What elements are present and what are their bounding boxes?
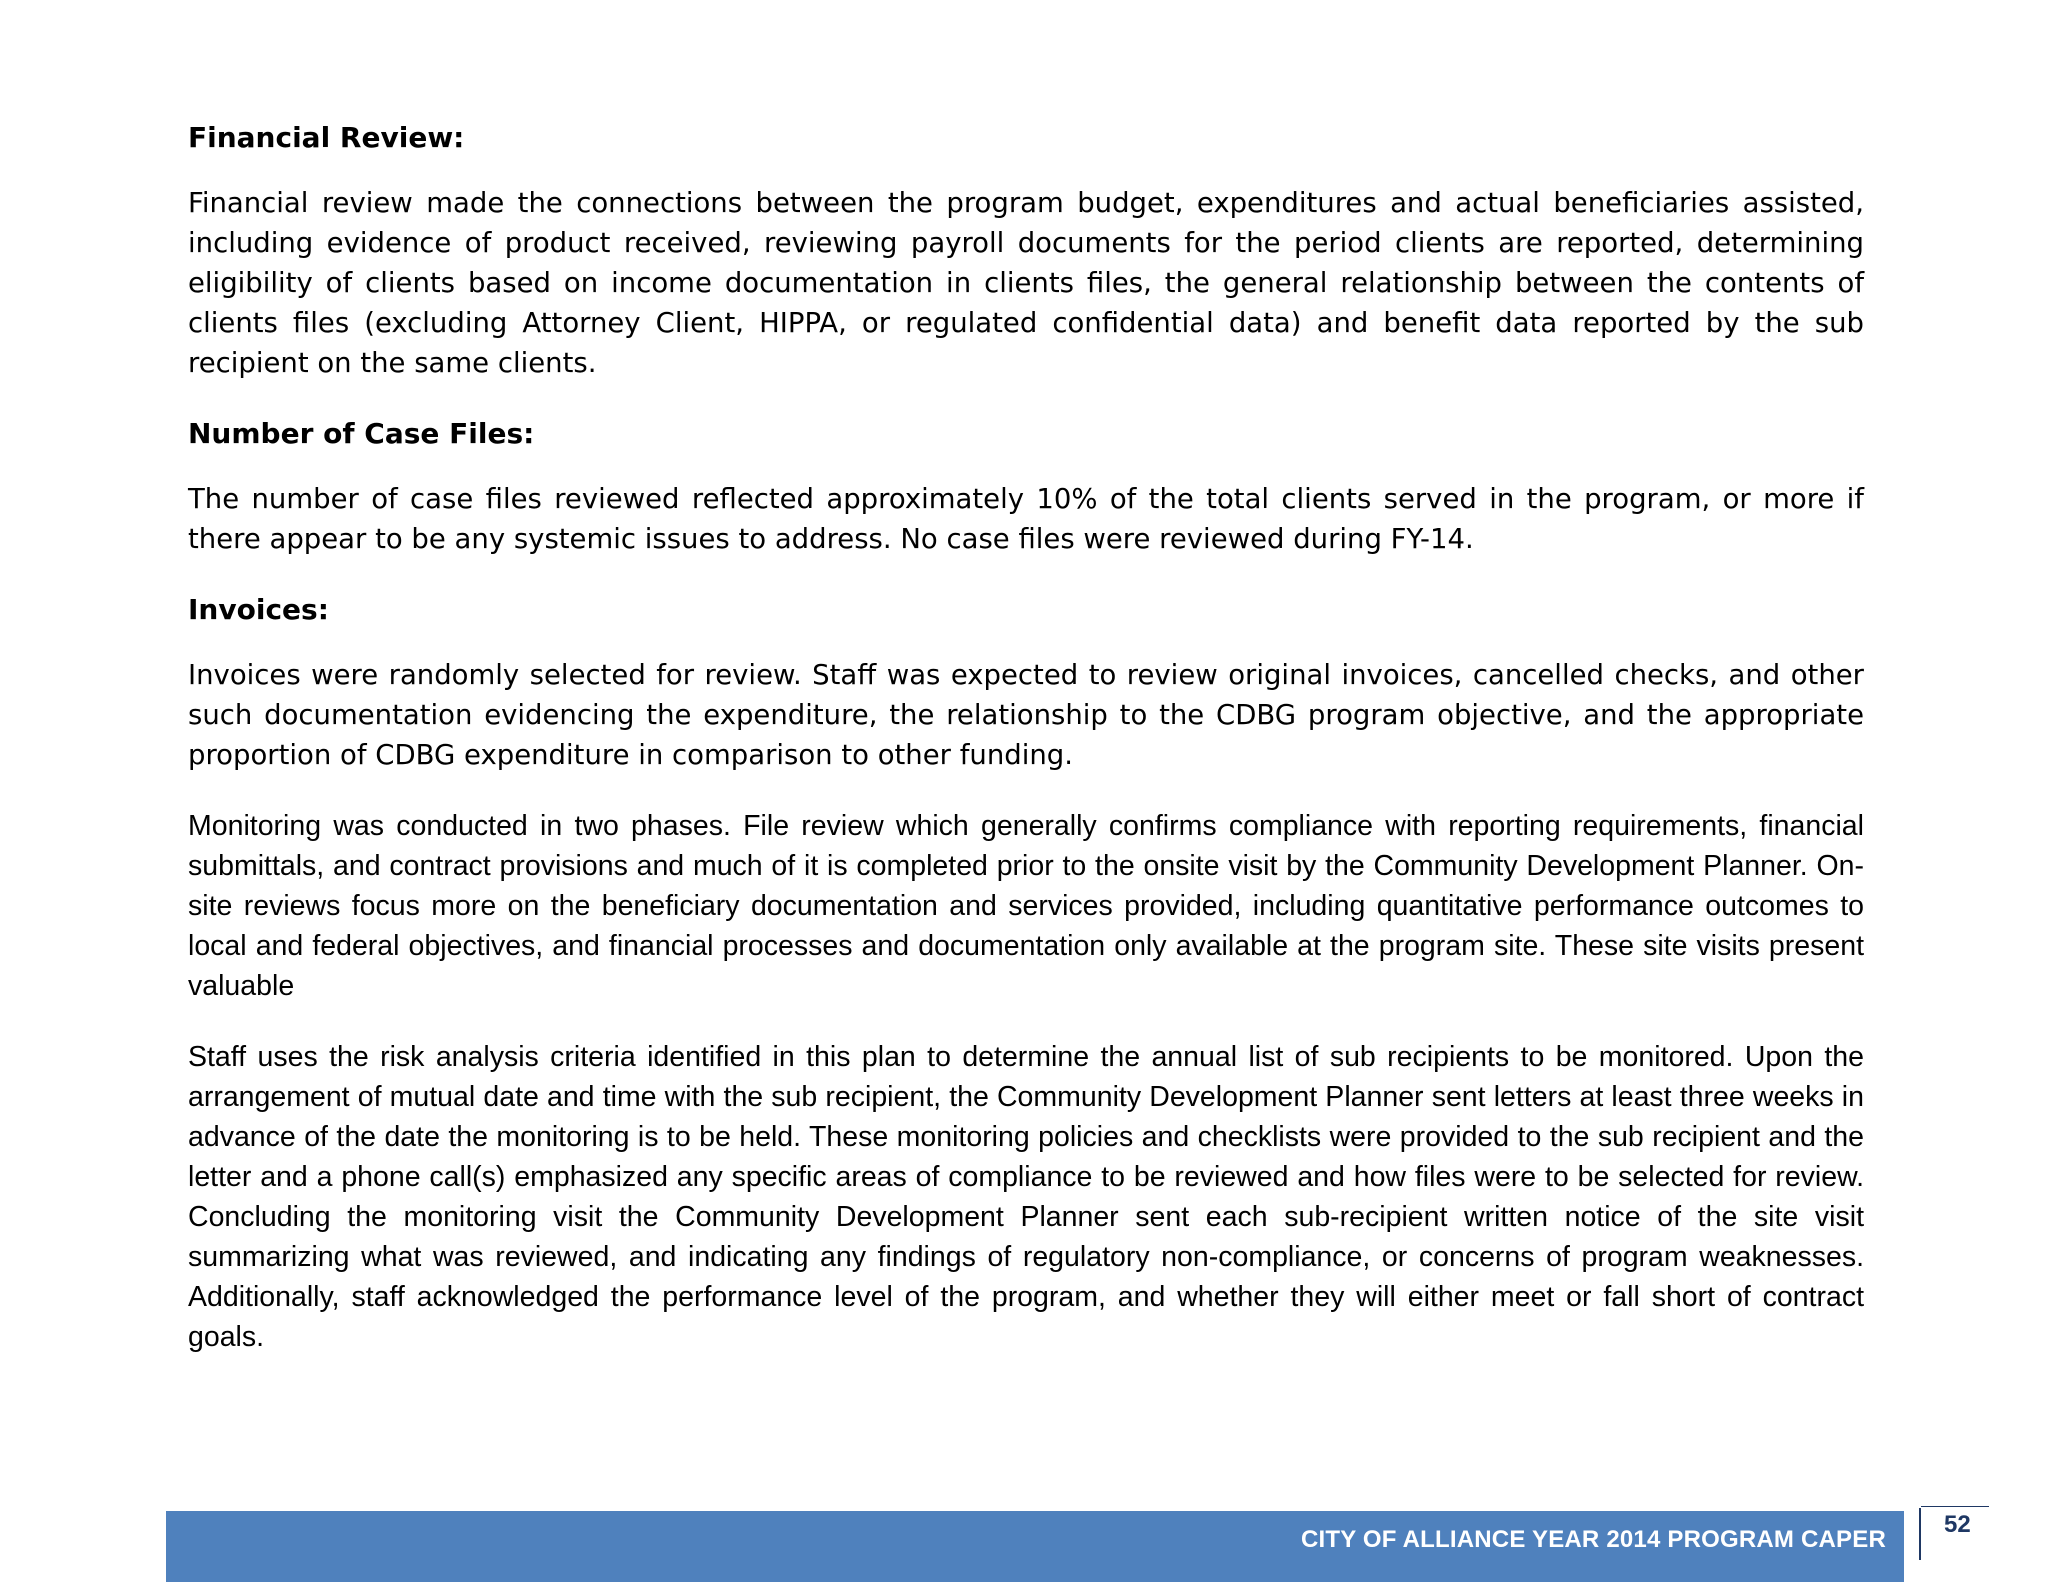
staff-paragraph: Staff uses the risk analysis criteria identified in this plan to determine the annual list of sub recipients to be monitored. Upon the arrangement of mutual date and time with the sub recipient, the Community Development Planner sent letters at least three weeks in advance of the date the monitoring is to be held. These monitoring policies and checklists were provided to the sub recipient and the letter and a phone call(s) emphasized any specific areas of compliance to be reviewed and how files were to be selected for review. Concluding the monitoring visit the Community Development Planner sent each sub-recipient written notice of the site visit summarizing what was reviewed, and indicating any findings of regulatory non-compliance, or concerns of program weaknesses. Additionally, staff acknowledged the performance level of the program, and whether they will either meet or fall short of contract goals. [188, 1041, 1864, 1353]
page-number-rule [1921, 1506, 1989, 1507]
case-files-heading: Number of Case Files: [188, 417, 535, 450]
invoices-heading: Invoices: [188, 593, 329, 626]
financial-review-paragraph: Financial review made the connections between the program budget, expenditures and actual beneficiaries assisted, including evidence of product received, reviewing payroll documents for the period clients are reported, determining eligibility of clients based on income documentation in clients files, the general relationship between the contents of clients files (excluding Attorney Client, HIPPA, or regulated confidential data) and benefit data reported by the sub recipient on the same clients. [188, 187, 1864, 379]
financial-review-heading: Financial Review: [188, 121, 465, 154]
case-files-paragraph: The number of case files reviewed reflected approximately 10% of the total clients served in the program, or more if there appear to be any systemic issues to address. No case files were reviewed during FY-14. [188, 483, 1864, 555]
invoices-paragraph: Invoices were randomly selected for review. Staff was expected to review original invoices, cancelled checks, and other such documentation evidencing the expenditure, the relationship to the CDBG program objective, and the appropriate proportion of CDBG expenditure in comparison to other funding. [188, 659, 1864, 771]
footer-bar [166, 1511, 1904, 1582]
page-number: 52 [1944, 1511, 1971, 1538]
footer-title: CITY OF ALLIANCE YEAR 2014 PROGRAM CAPER [1301, 1526, 1886, 1553]
page-number-divider [1919, 1508, 1921, 1560]
monitoring-paragraph: Monitoring was conducted in two phases. File review which generally confirms compliance with reporting requirements, financial submittals, and contract provisions and much of it is completed prior to the onsite visit by the Community Development Planner. On-site reviews focus more on the beneficiary documentation and services provided, including quantitative performance outcomes to local and federal objectives, and financial processes and documentation only available at the program site. These site visits present valuable [188, 810, 1864, 1002]
document-body [188, 118, 1864, 1388]
